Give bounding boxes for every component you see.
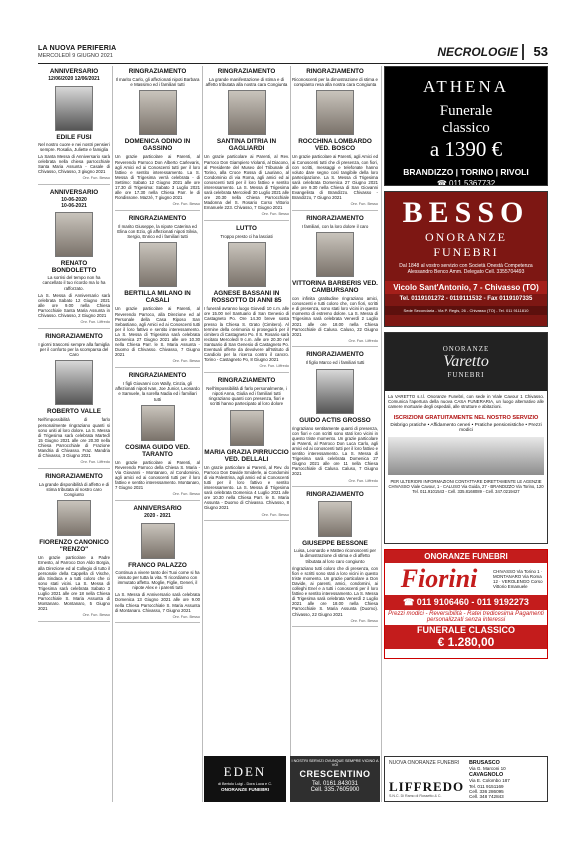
notice-tribute: Troppo presto ci ha lasciati	[220, 234, 273, 240]
besso-line: ONORANZE	[425, 230, 507, 244]
crescentino-name: CRESCENTINO	[299, 769, 371, 779]
varetto-logo	[385, 333, 547, 391]
besso-logo: BESSO	[402, 196, 530, 229]
obituary-notice	[115, 505, 200, 623]
column-3	[204, 66, 289, 525]
publication-name: LA NUOVA PERIFERIA	[38, 45, 117, 52]
liffredo-city: CAVAGNOLO	[469, 771, 504, 778]
deceased-name: VITTORINA BARBERIS VED. CAMBURSANO	[292, 280, 378, 295]
liffredo-tel: Tel. 011 9151169	[469, 783, 504, 789]
notice-body: La S. Messa di Anniversario sarà celebrata Domenica 13 Giugno 2021 alle ore 9.00 nella Chiesa Parrocchiale S. Maria Assunta di Montanaro. Chivasso, 7 Giugno 2021	[115, 592, 200, 613]
column-divider	[381, 66, 382, 802]
liffredo-city: BRUSASCO	[469, 760, 500, 766]
notice-tribute: Il marito Giuseppe, la nipote Caterina ed Elina con Ezio, gli affezionati nipoti Silvia, Sergio, Enrico ed i familiari tutti	[117, 223, 198, 240]
funeral-home-signature: Onr. Fun. Liffredo	[80, 320, 110, 325]
varetto-line: FUNEBRI	[447, 371, 485, 379]
deceased-name: EDILE FUSI	[56, 133, 92, 141]
portrait-photo	[141, 405, 175, 441]
column-divider	[202, 66, 203, 802]
notice-body: ringraziano sentitamente quanti di presenza, con fiori e con scritti sono stati loro vicini in questo triste momento. Un grazie particolare ai Parenti, al Parroco Don Luca Carlo, agli amici ed ai conoscenti tutti per il loro fattivo e sentito interessamento. La S. Messa di Trigesima sarà celebrata Domenica 27 Giugno 2021 alle ore 11 nella Chiesa Parrocchiale di Caluso. Caluso, 7 Giugno 2021	[292, 425, 378, 477]
obituary-notice	[115, 372, 200, 501]
liffredo-address: Via E. Colombo 187	[469, 778, 510, 784]
notice-dates: 12/06/2020 12/06/2021	[48, 76, 100, 82]
portrait-photo	[316, 369, 354, 414]
varetto-text: La VARETTO s.r.l. Onoranze Funebri, con sede in Viale Cavour 1 Chivasso. Comunica l'apertura della nuova CASA FUNERARIA, un luogo alternativo alle camere mortuarie degli ospedali, alle strutture e abitazioni.	[388, 394, 544, 410]
notice-tribute: Continua a vivere tanto dei Tuoi come si ha vissuto per tutta la vita. Ti ricordiamo con immutato affetto. Moglie, Figlie, Generi, il nipote Alex e i parenti tutti	[115, 569, 200, 591]
portrait-photo	[316, 90, 354, 135]
liffredo-address: Via G. Marconi 10	[469, 766, 506, 772]
notice-tribute: Nel nostro cuore e nei nostri pensieri sempre. Rosalia, Juliette e famiglia	[38, 141, 110, 152]
portrait-photo	[139, 242, 177, 287]
notice-title: RINGRAZIAMENTO	[306, 491, 364, 499]
deceased-name: FIORENZO CANONICO "RENZO"	[39, 539, 109, 554]
besso-address: Vicolo Sant'Antonio, 7 - Chivasso (TO)	[385, 281, 547, 294]
fiorini-phone: ☎ 011 9106460 - 011 9192273	[385, 595, 547, 610]
notice-tribute: Il marito Carlo, gli affezionati nipoti Barbara e Massimo ed i familiari tutti	[115, 77, 200, 88]
funeral-home-signature: Onr. Fun. Besso	[261, 512, 289, 517]
crescentino-tagline: I NOSTRI SERVIZI OVUNQUE SEMPRE VICINO A VOI	[291, 759, 379, 767]
varetto-ad[interactable]	[384, 332, 548, 544]
athena-logo: ATHENA	[423, 77, 509, 96]
notice-tribute: La sorrisi del tempo non ha cancellato il tuo ricordo ma lo ha rafforzato.	[42, 275, 106, 291]
notice-tribute: Riconoscenti per la dimostrazione di stima e compianto resa alla nostra cara Congiunta	[292, 77, 378, 88]
section-title: NECROLOGIE	[437, 45, 518, 59]
besso-phones: Tel. 0119101272 - 0119111532 - Fax 0119107335	[399, 296, 533, 302]
funeral-home-signature: Onr. Fun. Besso	[172, 202, 200, 207]
portrait-photo	[55, 86, 93, 131]
obituary-notice	[38, 68, 110, 185]
fiorini-ad[interactable]	[384, 549, 548, 659]
notice-title: ANNIVERSARIO	[49, 188, 99, 196]
notice-body: Nell'impossibilità di farlo personalmente ringraziano quanti si sono uniti al loro dolore. La S. Messa di Trigesima sarà celebrata Martedì 15 Giugno 2021 alle ore 20.30 nella Chiesa Parrocchiale di Frazione Mandria di Chivasso. Fraz. Mandria di Chivasso, 3 Giugno 2021	[38, 417, 110, 459]
besso-line: FUNEBRI	[433, 245, 499, 259]
fiorini-top: ONORANZE FUNEBRI	[385, 550, 547, 563]
notice-tribute: Luisa, Leonardo e Matteo riconoscenti per la dimostrazione di stima e di affetto tributata al loro caro congiunto	[293, 548, 376, 564]
notice-tribute: I familiari, con la loro dolore il caro	[301, 223, 369, 229]
obituary-notice	[115, 68, 200, 211]
eden-sub: di Bertolo Luigi - Dora Luca e C.	[217, 782, 273, 786]
fiorini-slogan: Prezzi modici - Reversibilità - Ratei tredicesima Pagamenti personalizzati senza interessi	[388, 611, 544, 623]
deceased-name: ROCCHINA LOMBARDO VED. BOSCO	[298, 138, 372, 153]
bottom-ads	[204, 756, 548, 802]
fiorini-locations: CHIVASSO Via Torino 1 · MONTANARO Via Roma 12 · VEROLENGO Corso Vittorio Emanuele	[493, 569, 543, 589]
besso-since: Dal 1848 al vostro servizio con Società Onestà Competenza	[399, 263, 533, 269]
varetto-line: ONORANZE	[442, 345, 490, 353]
deceased-name: SANTINA DITRIA IN GAGLIARDI	[216, 138, 277, 153]
notice-body: Un grazie particolare ai Parenti, al Reverendo Parroco della Chiesa S. Maria - Via Giovanni - Montanaro, al Condominio, agli amici ed ai conoscenti tutti per il loro fattivo e sentito interessamento. Montanaro, 7 Giugno 2021	[115, 459, 200, 491]
deceased-name: DOMENICA ODINO IN GASSINO	[124, 138, 191, 153]
portrait-photo	[55, 360, 93, 405]
athena-line: Funerale	[439, 103, 493, 119]
crescentino-ad[interactable]	[290, 756, 380, 802]
liffredo-logo: LIFFREDO	[389, 779, 465, 794]
athena-phone: ☎ 011 5367732	[436, 179, 496, 186]
notice-body: ringraziano tutti coloro che di presenza, con fiori e scritti sono stati a loro vicini in questo triste momento. Un grazie particolare a Don Davide, ai parenti, amici, condomini, ai colleghi Enel e a tutti i conoscenti per il loro fattivo e sentito interessamento. La S. Messa di Trigesima sarà celebrata Venerdì 2 Luglio 2021 alle ore 18.00 nella Chiesa Parrocchiale S. Maria Assunta (Duomo). Chivasso, 22 Giugno 2021	[292, 565, 378, 617]
notice-body: Un grazie particolare ai Parenti, al Reverendo Parroco Don Alberto Carlevaris, agli Amici ed ai Conoscenti tutti per il loro fattivo e sentito interessamento. La S. Messa di Trigesima verrà celebrata - di Settimo: Sabato 12 Giugno 2021 alle ore 17.30 di Trigesima: Sabato 3 Luglio 2021 alle ore 17.30 nella Chiesa Parr. le di Rondissone. Mazzè, 7 giugno 2021	[115, 154, 200, 201]
obituary-notice	[38, 473, 110, 622]
obituary-notice	[204, 68, 289, 221]
obituary-notice	[292, 215, 378, 348]
column-divider	[112, 66, 113, 802]
deceased-name: MARIA GRAZIA PIRRUCCIO VED. DELLALI	[204, 448, 289, 463]
column-2	[115, 66, 200, 627]
eden-ad[interactable]	[204, 756, 286, 802]
funeral-home-signature: Onr. Fun. Besso	[261, 212, 289, 217]
notice-tribute: Nell'impossibilità di farlo personalmente, i nipoti Anna, Giulia ed i familiari tutti ringraziano quanti con presenza, fiori e scritti hanno partecipato al loro dolore	[206, 385, 287, 407]
varetto-contact: PER ULTERIORI INFORMAZIONI CONTATTARE DIRETTAMENTE LE AGENZIE CHIVASSO Viale Cavour, 1 - CALUSO Via Guida, 27 - BRANDIZZO Via Torino, 120 Tel. 011.9101543 - Cell. 335.8168089 - Cell. 347.0219427	[388, 478, 544, 494]
portrait-photo	[141, 523, 175, 559]
page-header	[38, 42, 548, 64]
portrait-photo	[139, 90, 177, 135]
notice-body: La S. Messa di Anniversario sarà celebrata Sabato 12 Giugno 2021 alle ore 9.00 nella Chiesa Parrocchiale Santa Maria Assunta in Chivasso. Chivasso, 2 Giugno 2021	[38, 292, 110, 319]
besso-ad[interactable]	[384, 191, 548, 327]
notice-dates: 2020 - 2021	[144, 512, 171, 519]
deceased-name: BERTILLA MILANO IN CASALI	[124, 290, 191, 305]
funeral-home-signature: Onr. Fun. Liffredo	[348, 478, 378, 483]
deceased-name: AGNESE BASSANI IN ROSSOTTO DI ANNI 85	[211, 290, 282, 305]
notice-body: Un grazie particolare ai Parenti, al Rev. do Parroco Don Davide Smiderle, ai Condomini di via Palestrina, agli amici ed ai Conoscenti tutti per il loro fattivo e sentito interessamento. La S. Messa di Trigesima sarà celebrata Domenica 4 Luglio 2021 alle ore 10.30 nella Chiesa Parr. le S. Maria Assunta - Duomo di Chivasso. Chivasso, 8 Giugno 2021	[204, 464, 289, 511]
liffredo-ad[interactable]	[384, 756, 548, 802]
funeral-home-signature: Onr. Fun. Besso	[350, 618, 378, 623]
notice-title: RINGRAZIAMENTO	[128, 371, 187, 379]
deceased-name: COSIMA GUIDO VED. TARANTO	[125, 443, 190, 458]
liffredo-cell: Cell. 336 286095	[469, 789, 504, 795]
varetto-services: Disbrigo pratiche • Affidamento ceneri • Pratiche pensionistiche • Prezzi modici	[390, 422, 542, 433]
liffredo-contacts	[469, 760, 547, 800]
obituary-notice	[292, 351, 378, 487]
notice-dates: 10-06-2020 10-06-2021	[61, 196, 87, 209]
funeral-home-signature: Onr. Fun. Liffredo	[348, 338, 378, 343]
crescentino-tel: Tel. 0161.843031	[311, 781, 359, 787]
obituary-notice	[292, 68, 378, 211]
notice-tribute: La grande manifestazione di stima e di affetto tributata alla nostra cara Congiunta	[205, 77, 288, 88]
fiorini-price: € 1.280,00	[385, 635, 547, 649]
liffredo-sub: S.N.C. Di Ramo di Rossetto & C.	[389, 794, 442, 798]
portrait-photo	[316, 232, 354, 277]
fiorini-classic: FUNERALE CLASSICO	[385, 625, 547, 635]
column-divider	[290, 66, 291, 802]
portrait-photo	[57, 500, 91, 536]
portrait-photo	[228, 90, 266, 135]
varetto-headline: ISCRIZIONI GRATUITAMENTE NEL NOSTRO SERVIZIO	[393, 414, 539, 421]
portrait-photo	[55, 212, 93, 257]
notice-title: RINGRAZIAMENTO	[128, 214, 187, 222]
notice-body: Un grazie particolare a Padre Ernesto, al Parroco Don Aldo Borgia, alla Direzione ed al Collegio di tutto il personale della Cappella di Vische, alla Sindaca e a tutti coloro che ci sono stati vicini. La S. Messa di Trigesima sarà celebrata Sabato 3 Luglio 2021 alle ore 18 nella Chiesa Parrocchiale S. Maria Assunta di Montanaro. Montanaro, 5 Giugno 2021	[38, 555, 110, 612]
notice-body: Un grazie particolare ai Parenti, al Reverendo Parroco, alla Direzione ed al Personale della Casa Riposo San Sebastiano, agli Amici ed ai Conoscenti tutti per il loro fattivo e sentito interessamento. La S. Messa di Trigesima sarà celebrata Domenica 27 Giugno 2021 alle ore 10.30 nella Chiesa Parr. le S. Maria Assunta - Duomo di Chivasso. Chivasso, 7 Giugno 2021	[115, 306, 200, 358]
athena-ad[interactable]	[384, 66, 548, 186]
notice-title: RINGRAZIAMENTO	[217, 376, 276, 384]
notice-title: RINGRAZIAMENTO	[306, 68, 364, 75]
funeral-home-signature: Onr. Fun. Besso	[82, 613, 110, 618]
portrait-photo	[228, 242, 266, 287]
besso-owner: Alessandro Benco Amm. Delegato Cell. 3355704493	[407, 269, 525, 275]
deceased-name: RENATO BONDOLETTO	[51, 260, 97, 275]
notice-title: RINGRAZIAMENTO	[306, 214, 364, 222]
fiorini-brand-row	[385, 563, 547, 595]
deceased-name: GIUSEPPE BESSONE	[302, 540, 368, 548]
obituary-notice	[38, 333, 110, 469]
obituary-notice	[38, 189, 110, 329]
besso-branch: Sede Secondaria - Via P. Regis, 26 - Chivasso (TO) - Tel. 011 9111810	[385, 306, 547, 315]
notice-tribute: Il figlio Marco ed i familiari tutti	[305, 360, 365, 366]
liffredo-brand: NUOVA ONORANZE FUNEBRI	[389, 760, 460, 766]
funeral-home-signature: Onr. Fun. Besso	[350, 202, 378, 207]
funeral-home-signature: Onr. Fun. Besso	[82, 176, 110, 181]
obituary-notice	[204, 377, 289, 521]
notice-title: RINGRAZIAMENTO	[45, 472, 103, 480]
athena-line: classico	[442, 120, 490, 136]
funeral-home-signature: Onr. Fun. Besso	[172, 614, 200, 619]
eden-type: ONORANZE FUNEBRI	[221, 787, 269, 792]
funeral-home-signature: Onr. Fun. Besso	[172, 492, 200, 497]
notice-body: La Santa Messa di Anniversario sarà celebrata nella chiesa parrocchiale Santa Maria Assunta - Casale di Chivasso, Chivasso, 3 giugno 2021	[38, 154, 110, 175]
obituary-notice	[115, 215, 200, 368]
notice-title: ANNIVERSARIO	[133, 504, 182, 512]
funeral-home-signature: Onr. Fun. Liffredo	[80, 460, 110, 465]
obituary-notice	[292, 491, 378, 627]
portrait-photo	[318, 501, 352, 537]
varetto-brand: Varetto	[443, 353, 489, 370]
deceased-name: GUIDO ACTIS GROSSO	[299, 416, 371, 424]
notice-title: RINGRAZIAMENTO	[45, 332, 103, 340]
funeral-home-signature: Onr. Fun. Besso	[172, 359, 200, 364]
notice-body: Un grazie particolare ai Parenti, agli Amici ed ai Conoscenti tutti che di presenza, con fiori, con scritti, messaggi e telefonate hanno voluto dare segno così tangibile della loro partecipazione. La S. Messa di Trigesima sarà celebrata Domenica 27 Giugno 2021 alle ore 9.30 nella Chiesa di San Giovanni Evangelista di Brandizzo. Chivasso - Brandizzo, 7 Giugno 2021	[292, 154, 378, 201]
athena-cities: BRANDIZZO | TORINO | RIVOLI	[403, 167, 529, 177]
notice-title: LUTTO	[236, 225, 257, 233]
notice-body: I funerali avranno luogo Giovedì 10 c.m. alle ore 15.00 nel Santuario di San Genesio di Castagneto Po. Ore 14.30 breve sosta presso la Chiesa S. Grato (Cimitero). Al termine della cerimonia si proseguirà per il cimitero di Castagneto Po. Il S. Rosario sarà recitato Mercoledì 9 c.m. alle ore 20.30 nel Santuario di San Genesio di Castagneto Po. Eventuali offerte da devolvere all'Istituto di Candiolo per la ricerca contro il cancro. Torino - Castagneto Po, 8 Giugno 2021	[204, 306, 289, 363]
funeral-home-signature: Onr. Fun. Liffredo	[259, 364, 289, 369]
notice-body: Un grazie particolare ai Parenti, al Rev. Parroco Don Giampiero Violanti, al Diacono, al Presidente del Museo del Tribunale di Torino, alla Croce Rossa di Lauriano, al Condominio di via Roma, agli amici ed ai conoscenti tutti per il loro fattivo e sentito interessamento. La S. Messa di Trigesima sarà celebrata Mercoledì 30 Luglio 2021 alle ore 20.30 nella Chiesa Parrocchiale Madonna del S. Rosario Corso Vittorio Emanuele 223. Chivasso, 7 Giugno 2021	[204, 154, 289, 211]
publication-date: MERCOLEDÌ 9 GIUGNO 2021	[38, 53, 113, 59]
fiorini-logo: Fiorini	[400, 564, 478, 593]
eden-logo: EDEN	[223, 764, 267, 779]
notice-title: RINGRAZIAMENTO	[128, 68, 187, 75]
deceased-name: FRANCO PALAZZO	[128, 561, 187, 569]
crescentino-cell: Cell. 335.7605900	[310, 787, 360, 793]
deceased-name: ROBERTO VALLE	[46, 408, 102, 416]
notice-title: RINGRAZIAMENTO	[217, 68, 276, 75]
notice-tribute: I giorni trascorsi sempre alla famiglia per il conforto per la scomparsa del Caro	[38, 341, 110, 358]
portrait-photo	[230, 410, 264, 446]
notice-title: RINGRAZIAMENTO	[306, 351, 364, 359]
notice-body: con infinita gratitudine ringraziano amici, conoscenti e tutti coloro che, con fiori, scritti e di presenza, sono stati loro vicini in questo momento di estremo dolore. La S. Messa di Trigesima sarà celebrata Venerdì 2 Luglio 2021 alle ore 18.00 nella Chiesa Parrocchiale di Caluso. Caluso, 22 Giugno 2021	[292, 296, 378, 337]
notice-tribute: La grande disponibilità di affetto e di stima tributata al nostro caro Congiunto	[38, 481, 110, 498]
hearse-photo	[388, 437, 544, 475]
ads-column	[384, 66, 548, 659]
notice-title: ANNIVERSARIO	[49, 68, 99, 75]
column-4	[292, 66, 378, 631]
obituary-notice	[204, 225, 289, 373]
column-1	[38, 66, 110, 626]
athena-price: a 1390 €	[429, 137, 503, 161]
page-number: 53	[533, 44, 548, 59]
header-divider	[522, 44, 524, 60]
liffredo-cell: Cell. 348 742843	[469, 794, 504, 800]
notice-tribute: I figli Giovanni con Wally, Cinzia, gli affezionati nipoti Ivan, Joe Junior, Leonardo e Samuele, la sorella Nadia ed i familiari tutti	[115, 380, 200, 402]
